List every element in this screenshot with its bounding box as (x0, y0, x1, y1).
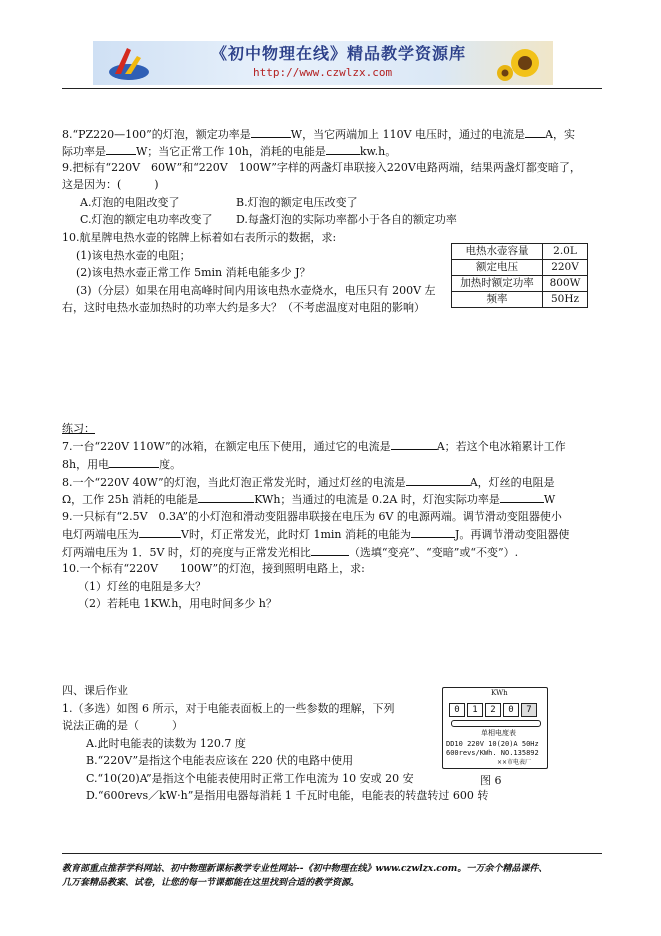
table-row (452, 260, 588, 276)
header-rule (62, 88, 602, 89)
practice-8-blank-energy[interactable] (198, 490, 254, 503)
meter-spec-line-1: DD10 220V 10(20)A 50Hz (446, 740, 539, 748)
practice-9-line-2: 电灯两端电压为 V时，灯正常发光，此时灯 1min 消耗的电能为 J。再调节滑动变阻器使 (62, 525, 569, 543)
q8-blank-energy[interactable] (326, 142, 360, 155)
meter-digit-decimal: 7 (521, 703, 537, 717)
site-logo-icon (107, 44, 151, 82)
spec-value: 800W (543, 276, 588, 292)
footer-line-2: 几万套精品教案、试卷，让您的每一节课都能在这里找到合适的教学资源。 (62, 878, 360, 888)
meter-digits (449, 700, 539, 717)
practice-7-line-2: 8h，用电 度。 (62, 455, 181, 473)
footer-line-1: 教育部重点推荐学科网站、初中物理新课标教学专业性网站--《初中物理在线》www.czwlzx.com。一万余个精品课件、 (62, 864, 548, 874)
sunflower-icon (495, 43, 549, 83)
practice-9-blank-brightness[interactable] (311, 543, 349, 556)
practice-9-line-3: 灯两端电压为 1．5V 时，灯的亮度与正常发光相比 （选填“变亮”、“变暗”或“不变”）. (62, 543, 518, 561)
spec-key: 加热时额定功率 (452, 276, 543, 292)
q10-sub-3b: 右，这时电热水壶加热时的功率大约是多大？（不考虑温度对电阻的影响） (62, 301, 425, 314)
spec-value: 2.0L (543, 244, 588, 260)
meter-digit: 0 (503, 703, 519, 717)
practice-8-line-2: Ω，工作 25h 消耗的电能是 KWh；当通过的电流是 0.2A 时，灯泡实际功率是 W (62, 490, 555, 508)
practice-9-line-1: 9.一只标有“2.5V 0.3A”的小灯泡和滑动变阻器串联接在电压为 6V 的电源两端。调节滑动变阻器使小 (62, 510, 562, 523)
table-row (452, 292, 588, 308)
q8-blank-actual-power[interactable] (106, 142, 136, 155)
meter-unit-label: KWh (491, 689, 508, 697)
q10-stem: 10.航星牌电热水壶的铭牌上标着如右表所示的数据，求: (62, 231, 337, 244)
meter-disc-icon (451, 720, 541, 727)
q10-sub-1: (1)该电热水壶的电阻； (76, 249, 191, 262)
q9-option-c[interactable]: C.灯泡的额定电功率改变了 (80, 213, 213, 226)
banner-title: 《初中物理在线》精品教学资源库 (211, 44, 467, 63)
q10-sub-2: (2)该电热水壶正常工作 5min 消耗电能多少 J？ (76, 266, 311, 279)
meter-digit: 0 (449, 703, 465, 717)
spec-key: 电热水壶容量 (452, 244, 543, 260)
q9-option-d[interactable]: D.每盏灯泡的实际功率都小于各自的额定功率 (236, 213, 457, 226)
q9-option-a[interactable]: A.灯泡的电阻改变了 (80, 196, 180, 209)
practice-9-blank-voltage[interactable] (139, 525, 181, 538)
spec-key: 额定电压 (452, 260, 543, 276)
homework-q1-stem-1: 1.（多选）如图 6 所示，对于电能表面板上的一些参数的理解，下列 (62, 702, 395, 715)
meter-spec-line-2: 600revs/KWh. NO.135892 (446, 749, 539, 757)
practice-10-sub-1: （1）灯丝的电阻是多大？ (78, 580, 206, 593)
q9-stem: 9.把标有“220V 60W”和“220V 100W”字样的两盏灯串联接入220V电路两端，结果两盏灯都变暗了， (62, 161, 581, 174)
q8-blank-current[interactable] (525, 125, 545, 138)
homework-heading: 四、课后作业 (62, 684, 128, 697)
table-row (452, 276, 588, 292)
homework-q1-option-c[interactable]: C.“10(20)A”是指这个电能表使用时正常工作电流为 10 安或 20 安 (86, 772, 414, 785)
kettle-spec-table (451, 243, 588, 308)
q9-option-b[interactable]: B.灯泡的额定电压改变了 (236, 196, 358, 209)
practice-7-blank-energy[interactable] (109, 455, 159, 468)
meter-digit: 2 (485, 703, 501, 717)
q10-sub-3a: (3)（分层）如果在用电高峰时间内用该电热水壶烧水，电压只有 200V 左 (76, 284, 436, 297)
spec-value: 220V (543, 260, 588, 276)
q9-answer-prompt: 这是因为：( ) (62, 178, 159, 191)
footer-rule (62, 853, 602, 854)
spec-key: 频率 (452, 292, 543, 308)
practice-9-blank-energy[interactable] (411, 525, 455, 538)
banner-url[interactable]: http://www.czwlzx.com (253, 66, 393, 79)
practice-8-blank-power[interactable] (500, 490, 544, 503)
q8-line-2: 际功率是 W；当它正常工作 10h，消耗的电能是 kw.h。 (62, 142, 396, 160)
homework-q1-stem-2: 说法正确的是（ ） (62, 719, 183, 732)
q8-blank-power[interactable] (251, 125, 291, 138)
homework-q1-option-b[interactable]: B.“220V”是指这个电能表应该在 220 伏的电路中使用 (86, 754, 354, 767)
meter-name: 单相电度表 (481, 729, 516, 737)
homework-q1-option-d[interactable]: D.“600revs／kW·h”是指用电器每消耗 1 千瓦时电能，电能表的转盘转过 600 转 (86, 789, 489, 802)
practice-10-stem: 10.一个标有“220V 100W”的灯泡，接到照明电路上，求: (62, 562, 365, 575)
energy-meter-figure (442, 687, 548, 769)
practice-8-line-1: 8.一个“220V 40W”的灯泡，当此灯泡正常发光时，通过灯丝的电流是 A，灯丝的电阻是 (62, 473, 555, 491)
spec-value: 50Hz (543, 292, 588, 308)
practice-7-line-1: 7.一台“220V 110W”的冰箱，在额定电压下使用，通过它的电流是 A；若这个电冰箱累计工作 (62, 437, 566, 455)
figure-caption: 图 6 (480, 774, 502, 787)
meter-maker: ××市电表厂 (497, 759, 532, 766)
table-row (452, 244, 588, 260)
practice-heading: 练习： (62, 422, 95, 435)
q8-line-1: 8.“PZ220—100”的灯泡，额定功率是 W，当它两端加上 110V 电压时，通过的电流是 A，实 (62, 125, 575, 143)
meter-digit: 1 (467, 703, 483, 717)
header-banner (93, 41, 553, 85)
practice-10-sub-2: （2）若耗电 1KW.h，用电时间多少 h？ (78, 597, 277, 610)
practice-7-blank-current[interactable] (391, 437, 437, 450)
homework-q1-option-a[interactable]: A.此时电能表的读数为 120.7 度 (86, 737, 246, 750)
practice-8-blank-current[interactable] (406, 473, 470, 486)
